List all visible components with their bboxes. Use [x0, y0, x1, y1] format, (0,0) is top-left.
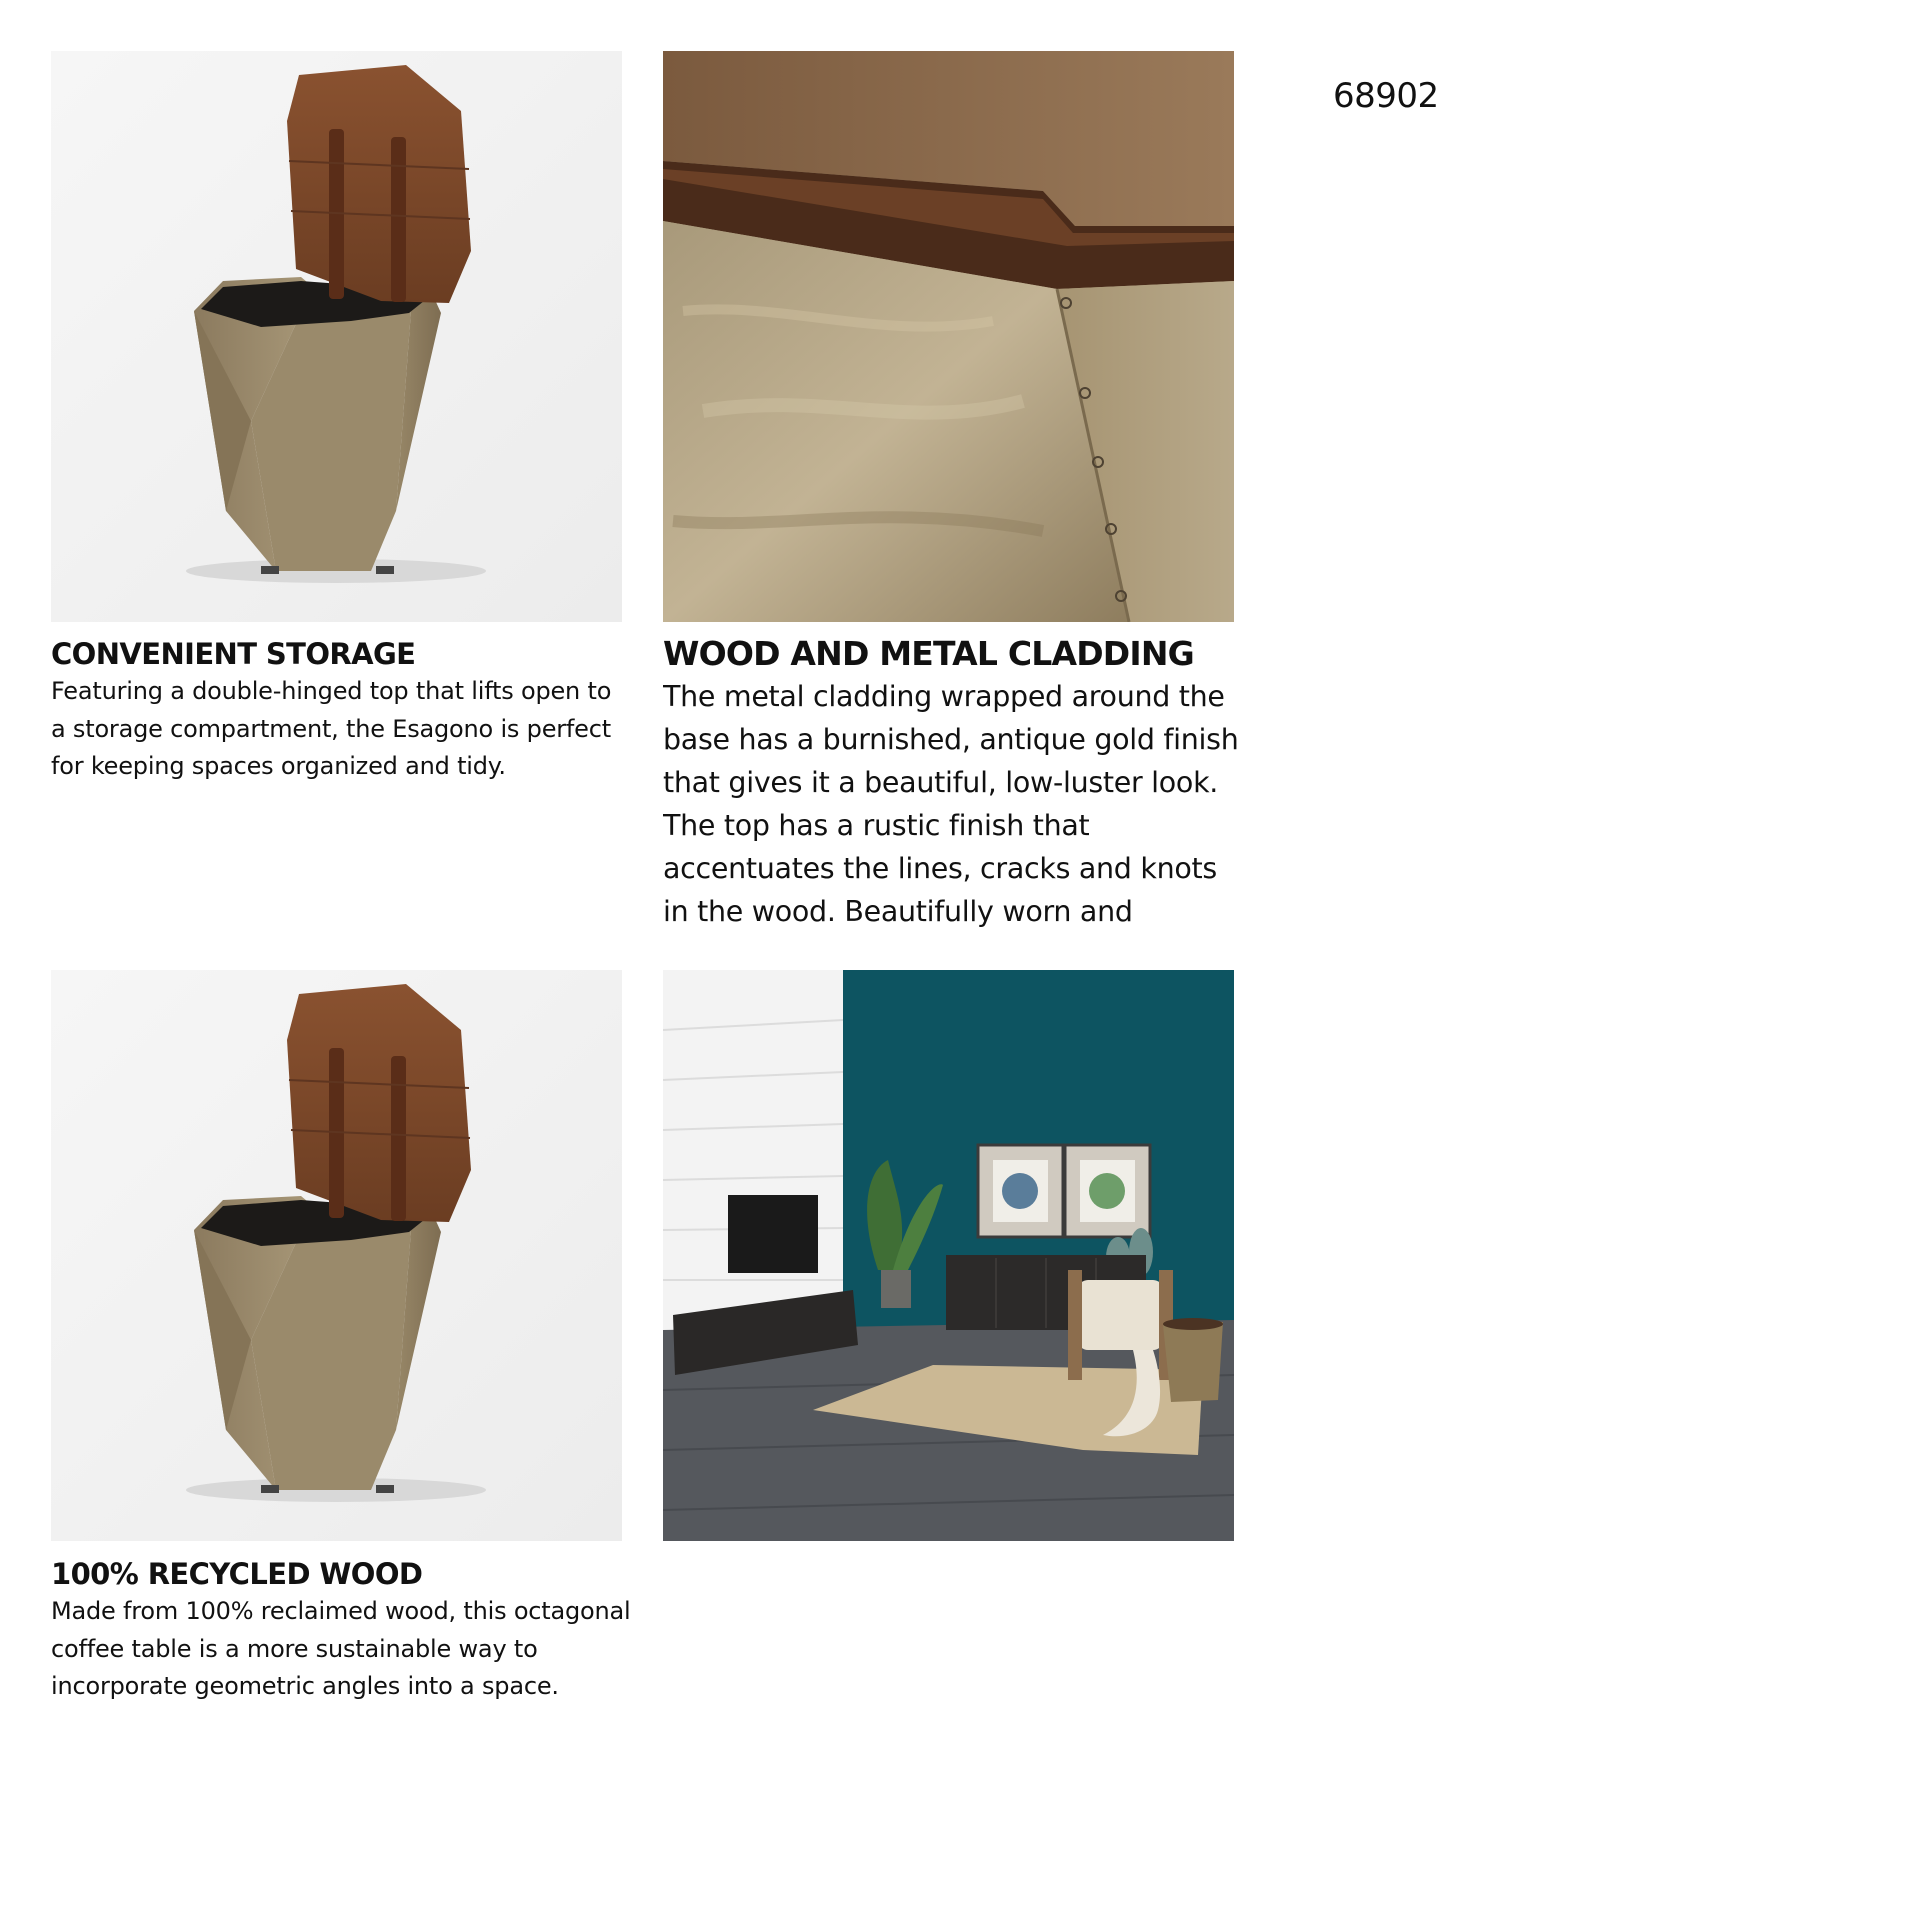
section-heading: CONVENIENT STORAGE — [51, 637, 416, 671]
coffee-table-open-lid-image — [51, 970, 622, 1541]
section-body: Featuring a double-hinged top that lifts open to a storage compartment, the Esagono is perfect for keeping spaces organized and tidy. — [51, 677, 612, 780]
section-heading: 100% RECYCLED WOOD — [51, 1557, 423, 1591]
product-id: 68902 — [1333, 76, 1439, 116]
metal-cladding-closeup-image — [663, 51, 1234, 622]
living-room-scene-image — [663, 970, 1234, 1541]
photo-wood-metal-cladding — [663, 51, 1234, 622]
photo-recycled-wood — [51, 970, 622, 1541]
section-wood-metal-cladding — [663, 635, 1243, 955]
coffee-table-open-lid-image — [51, 51, 622, 622]
section-heading: WOOD AND METAL CLADDING — [663, 634, 1194, 673]
photo-living-room — [663, 970, 1234, 1541]
section-body: Made from 100% reclaimed wood, this octagonal coffee table is a more sustainable way to incorporate geometric angles into a space. — [51, 1597, 631, 1700]
photo-convenient-storage — [51, 51, 622, 622]
section-body: The metal cladding wrapped around the base has a burnished, antique gold finish that gives it a beautiful, low-luster look. The top has a rustic finish that accentuates the lines, cracks and knots in the wood. Beautifully worn and — [663, 680, 1239, 928]
section-recycled-wood — [51, 1557, 631, 1706]
section-convenient-storage — [51, 637, 631, 786]
section-body-clip — [663, 673, 1243, 955]
